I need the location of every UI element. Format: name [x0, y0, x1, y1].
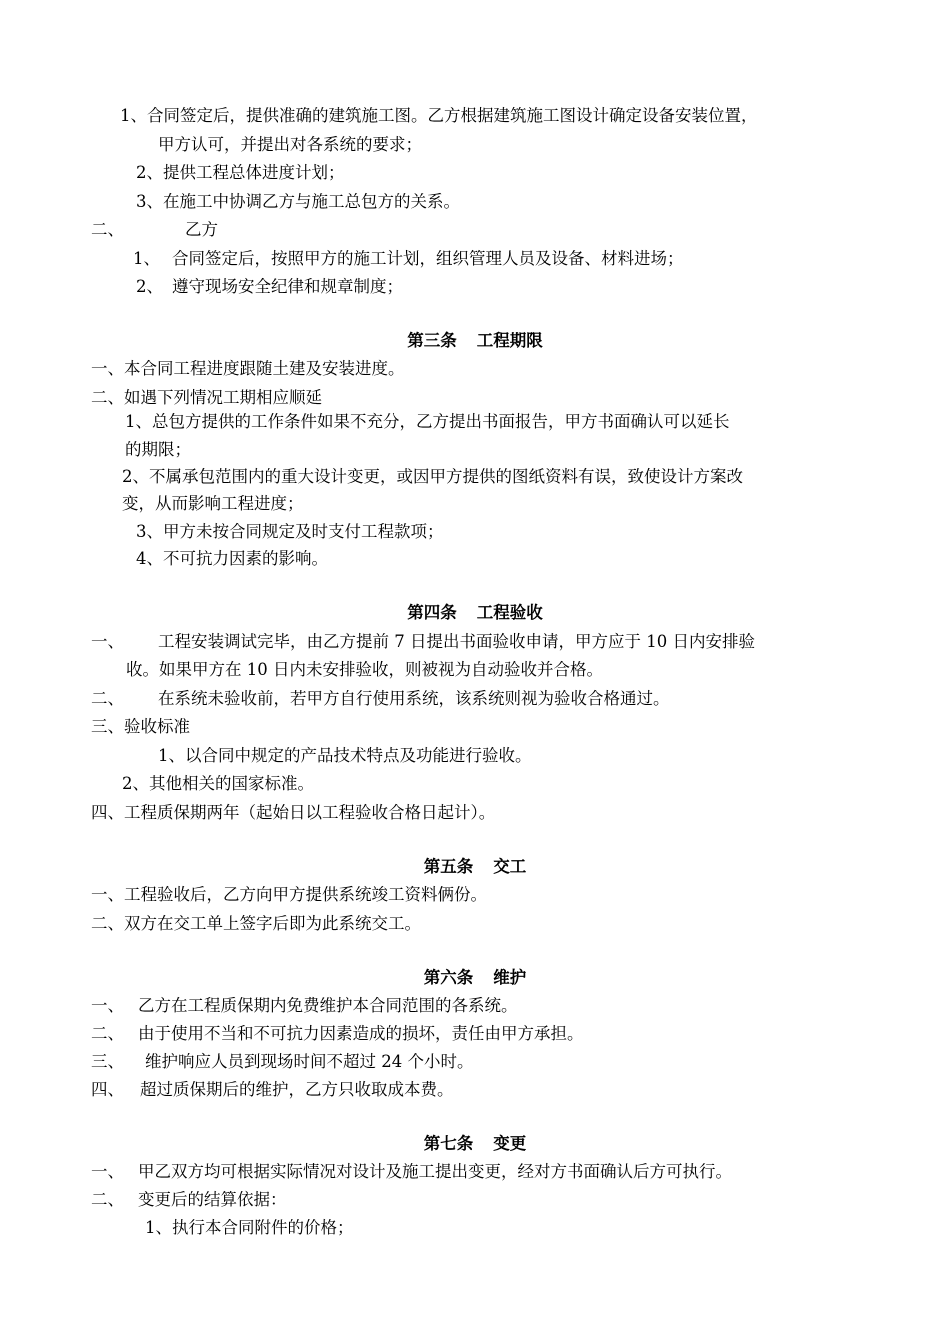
article-6-title: 第六条 维护: [423, 968, 527, 987]
article-6-para-2: 由于使用不当和不可抗力因素造成的损坏，责任由甲方承担。: [138, 1024, 584, 1043]
article-4-para-1-number: 一、: [91, 632, 124, 651]
article-4-para-1: 工程安装调试完毕，由乙方提前 7 日提出书面验收申请，甲方应于 10 日内安排验: [158, 632, 755, 651]
article-6-para-4-number: 四、: [91, 1080, 124, 1099]
article-5-para-1: 一、工程验收后，乙方向甲方提供系统竣工资料俩份。: [91, 885, 487, 904]
article-3-sub-4: 4、不可抗力因素的影响。: [136, 549, 328, 568]
article-3-para-1: 一、本合同工程进度跟随土建及安装进度。: [91, 359, 405, 378]
party-a-item-2: 2、提供工程总体进度计划；: [136, 163, 345, 182]
article-3-sub-2-cont: 变，从而影响工程进度；: [122, 494, 304, 513]
article-4-sub-2: 2、其他相关的国家标准。: [122, 774, 314, 793]
party-a-item-3: 3、在施工中协调乙方与施工总包方的关系。: [136, 192, 460, 211]
article-6-para-3-number: 三、: [91, 1052, 124, 1071]
party-b-item-1-number: 1、: [133, 249, 160, 268]
article-4-para-1-cont: 收。如果甲方在 10 日内未安排验收，则被视为自动验收并合格。: [126, 660, 603, 679]
party-b-item-2-number: 2、: [136, 277, 163, 296]
article-3-sub-3: 3、甲方未按合同规定及时支付工程款项；: [136, 522, 444, 541]
article-3-sub-1: 1、总包方提供的工作条件如果不充分，乙方提出书面报告，甲方书面确认可以延长: [125, 412, 730, 431]
party-b-item-2: 遵守现场安全纪律和规章制度；: [172, 277, 403, 296]
party-b-item-1: 合同签定后，按照甲方的施工计划，组织管理人员及设备、材料进场；: [172, 249, 684, 268]
party-a-item-1-cont: 甲方认可，并提出对各系统的要求；: [158, 135, 422, 154]
article-6-para-1-number: 一、: [91, 996, 124, 1015]
article-5-title: 第五条 交工: [423, 857, 527, 876]
article-7-title: 第七条 变更: [423, 1134, 527, 1153]
article-3-para-2: 二、如遇下列情况工期相应顺延: [91, 388, 322, 407]
article-7-para-2-number: 二、: [91, 1190, 124, 1209]
article-7-para-1-number: 一、: [91, 1162, 124, 1181]
article-6-para-1: 乙方在工程质保期内免费维护本合同范围的各系统。: [138, 996, 518, 1015]
article-5-para-2: 二、双方在交工单上签字后即为此系统交工。: [91, 914, 421, 933]
article-4-title: 第四条 工程验收: [407, 603, 543, 622]
article-7-sub-1: 1、执行本合同附件的价格；: [145, 1218, 354, 1237]
article-6-para-4: 超过质保期后的维护，乙方只收取成本费。: [140, 1080, 454, 1099]
article-4-para-2: 在系统未验收前，若甲方自行使用系统，该系统则视为验收合格通过。: [158, 689, 670, 708]
article-4-sub-1: 1、以合同中规定的产品技术特点及功能进行验收。: [158, 746, 532, 765]
party-b-number: 二、: [91, 220, 124, 239]
article-6-para-2-number: 二、: [91, 1024, 124, 1043]
article-4-para-4: 四、工程质保期两年（起始日以工程验收合格日起计）。: [91, 803, 496, 822]
article-3-sub-2: 2、不属承包范围内的重大设计变更，或因甲方提供的图纸资料有误，致使设计方案改: [122, 467, 743, 486]
party-a-item-1: 1、合同签定后，提供准确的建筑施工图。乙方根据建筑施工图设计确定设备安装位置，: [120, 106, 758, 125]
article-4-para-3: 三、验收标准: [91, 717, 190, 736]
article-7-para-2: 变更后的结算依据：: [138, 1190, 287, 1209]
article-6-para-3: 维护响应人员到现场时间不超过 24 个小时。: [145, 1052, 474, 1071]
article-3-sub-1-cont: 的期限；: [125, 440, 191, 459]
article-3-title: 第三条 工程期限: [407, 331, 543, 350]
article-4-para-2-number: 二、: [91, 689, 124, 708]
party-b-heading: 乙方: [185, 220, 218, 239]
article-7-para-1: 甲乙双方均可根据实际情况对设计及施工提出变更，经对方书面确认后方可执行。: [138, 1162, 732, 1181]
